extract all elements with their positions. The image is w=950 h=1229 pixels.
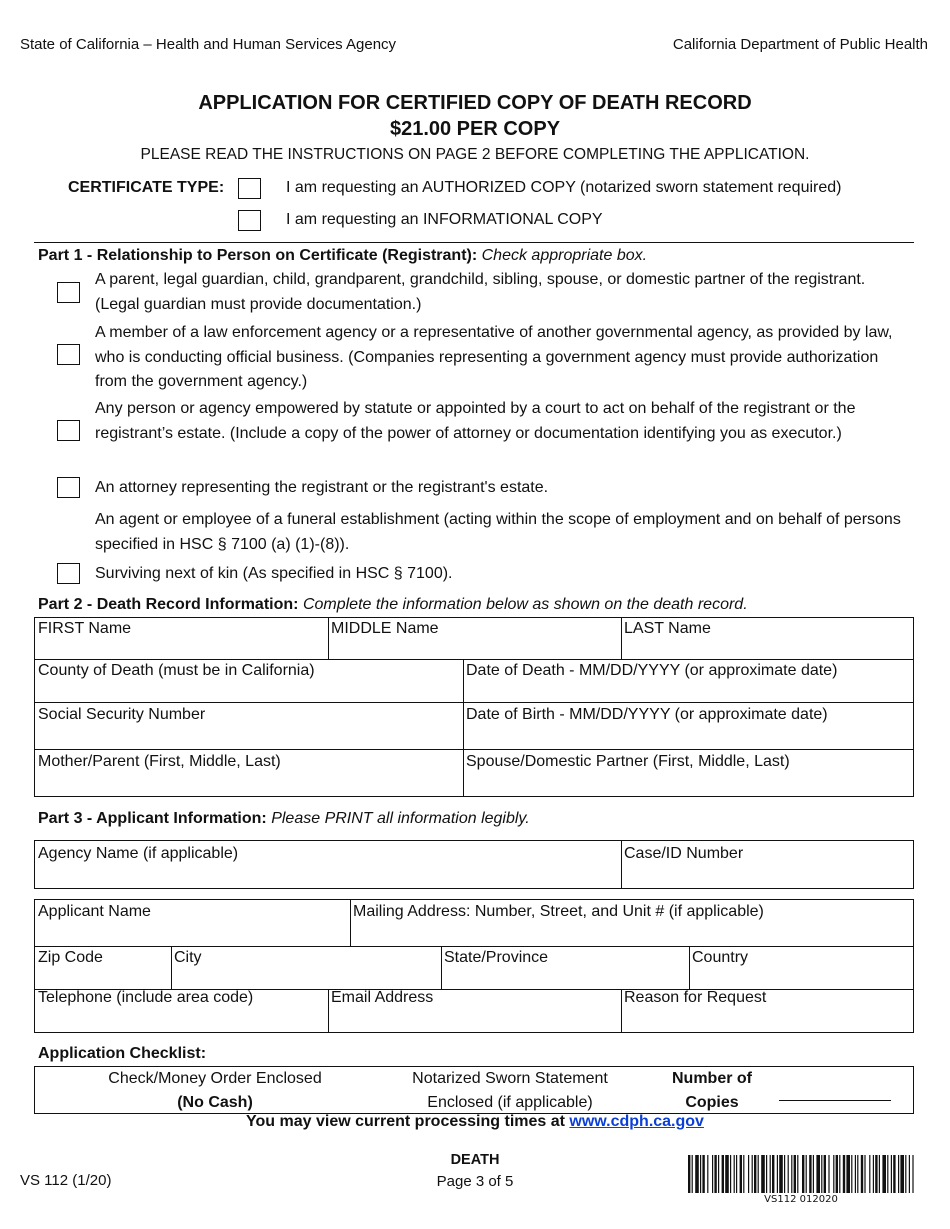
part2-title-bold: Part 2 - Death Record Information: [38,596,299,613]
mailing-address-field[interactable]: Mailing Address: Number, Street, and Unit # (if applicable) [353,903,764,920]
relationship-family-label: A parent, legal guardian, child, grandparent, grandchild, sibling, spouse, or domestic partner of the registrant. (Legal guardian must provide documentation.) [95,271,866,313]
email-field[interactable]: Email Address [331,989,434,1006]
check-enclosed-line1: Check/Money Order Enclosed [108,1070,322,1087]
date-of-death-field[interactable]: Date of Death - MM/DD/YYYY (or approximate date) [466,662,838,679]
authorized-copy-checkbox[interactable] [238,178,261,199]
telephone-field[interactable]: Telephone (include area code) [38,989,254,1006]
copies-line1: Number of [672,1070,752,1087]
checklist-title: Application Checklist: [38,1045,207,1062]
record-type: DEATH [450,1152,500,1168]
notarized-statement-label [390,1067,630,1115]
relationship-law-enforcement-checkbox[interactable] [57,344,80,365]
county-of-death-field[interactable]: County of Death (must be in California) [38,662,315,679]
relationship-law-enforcement-label: A member of a law enforcement agency or a representative of another governmental agency, as provided by law, who is conducting official business. (Companies representing a government agency must provide authorization from the government agency.) [95,324,893,390]
notarized-line2: Enclosed (if applicable) [427,1094,593,1111]
notarized-line1: Notarized Sworn Statement [412,1070,608,1087]
middle-name-field[interactable]: MIDDLE Name [331,620,439,637]
relationship-family-checkbox[interactable] [57,282,80,303]
applicant-name-field[interactable]: Applicant Name [38,903,151,920]
relationship-attorney-label: An attorney representing the registrant or the registrant's estate. [95,479,549,496]
page-number: Page 3 of 5 [436,1173,514,1190]
reason-for-request-field[interactable]: Reason for Request [624,989,767,1006]
form-id: VS 112 (1/20) [20,1172,112,1189]
agency-table [34,840,914,889]
barcode-icon [688,1155,914,1195]
relationship-funeral-label: An agent or employee of a funeral establishment (acting within the scope of employment and on behalf of persons specified in HSC § 7100 (a) (1)-(8)). [95,511,901,553]
date-of-birth-field[interactable]: Date of Birth - MM/DD/YYYY (or approximate date) [466,706,828,723]
part3-title-bold: Part 3 - Applicant Information: [38,810,267,827]
death-record-table [34,617,914,797]
relationship-next-of-kin-label: Surviving next of kin (As specified in HSC § 7100). [95,565,453,582]
state-province-field[interactable]: State/Province [444,949,549,966]
agency-name-field[interactable]: Agency Name (if applicable) [38,845,239,862]
barcode-label: VS112 012020 [764,1194,838,1205]
number-of-copies-input[interactable] [779,1100,891,1101]
part1-title [38,247,647,265]
check-enclosed-label [95,1067,335,1115]
relationship-next-of-kin-checkbox[interactable] [57,563,80,584]
part3-title-italic: Please PRINT all information legibly. [271,810,530,827]
processing-text: You may view current processing times at [246,1113,565,1130]
relationship-court-appointed-checkbox[interactable] [57,420,80,441]
spouse-partner-field[interactable]: Spouse/Domestic Partner (First, Middle, Last) [466,753,790,770]
informational-copy-label: I am requesting an INFORMATIONAL COPY [286,211,603,228]
certificate-type-label: CERTIFICATE TYPE: [68,179,225,196]
zip-code-field[interactable]: Zip Code [38,949,103,966]
check-enclosed-line2: (No Cash) [177,1094,253,1111]
department-header: California Department of Public Health [672,36,928,53]
checklist-table [34,1066,914,1114]
form-title: APPLICATION FOR CERTIFIED COPY OF DEATH RECORD [198,92,752,114]
part1-title-italic: Check appropriate box. [481,247,648,264]
ssn-field[interactable]: Social Security Number [38,706,206,723]
country-field[interactable]: Country [692,949,749,966]
relationship-court-appointed-label: Any person or agency empowered by statute or appointed by a court to act on behalf of the registrant or the registrant’s estate. (Include a copy of the power of attorney or documentation identifying you as executor.) [95,400,856,442]
agency-header: State of California – Health and Human Services Agency [20,36,397,53]
number-of-copies-label [657,1067,767,1115]
copies-line2: Copies [685,1094,739,1111]
relationship-attorney-checkbox[interactable] [57,477,80,498]
part2-title-italic: Complete the information below as shown on the death record. [302,596,748,613]
row-divider [35,749,913,750]
first-name-field[interactable]: FIRST Name [38,620,132,637]
last-name-field[interactable]: LAST Name [624,620,711,637]
authorized-copy-label: I am requesting an AUTHORIZED COPY (notarized sworn statement required) [286,179,842,196]
case-id-field[interactable]: Case/ID Number [624,845,744,862]
price-per-copy: $21.00 PER COPY [389,118,561,140]
instructions-note: PLEASE READ THE INSTRUCTIONS ON PAGE 2 BEFORE COMPLETING THE APPLICATION. [140,146,810,163]
city-field[interactable]: City [174,949,202,966]
cdph-website-link[interactable]: www.cdph.ca.gov [569,1113,704,1130]
part3-title [38,810,530,828]
part2-title [38,596,748,614]
row-divider [35,702,913,703]
processing-times [0,1113,950,1131]
informational-copy-checkbox[interactable] [238,210,261,231]
mother-parent-field[interactable]: Mother/Parent (First, Middle, Last) [38,753,281,770]
applicant-table [34,899,914,1033]
part1-title-bold: Part 1 - Relationship to Person on Certificate (Registrant): [38,247,478,264]
section-divider [34,242,914,243]
